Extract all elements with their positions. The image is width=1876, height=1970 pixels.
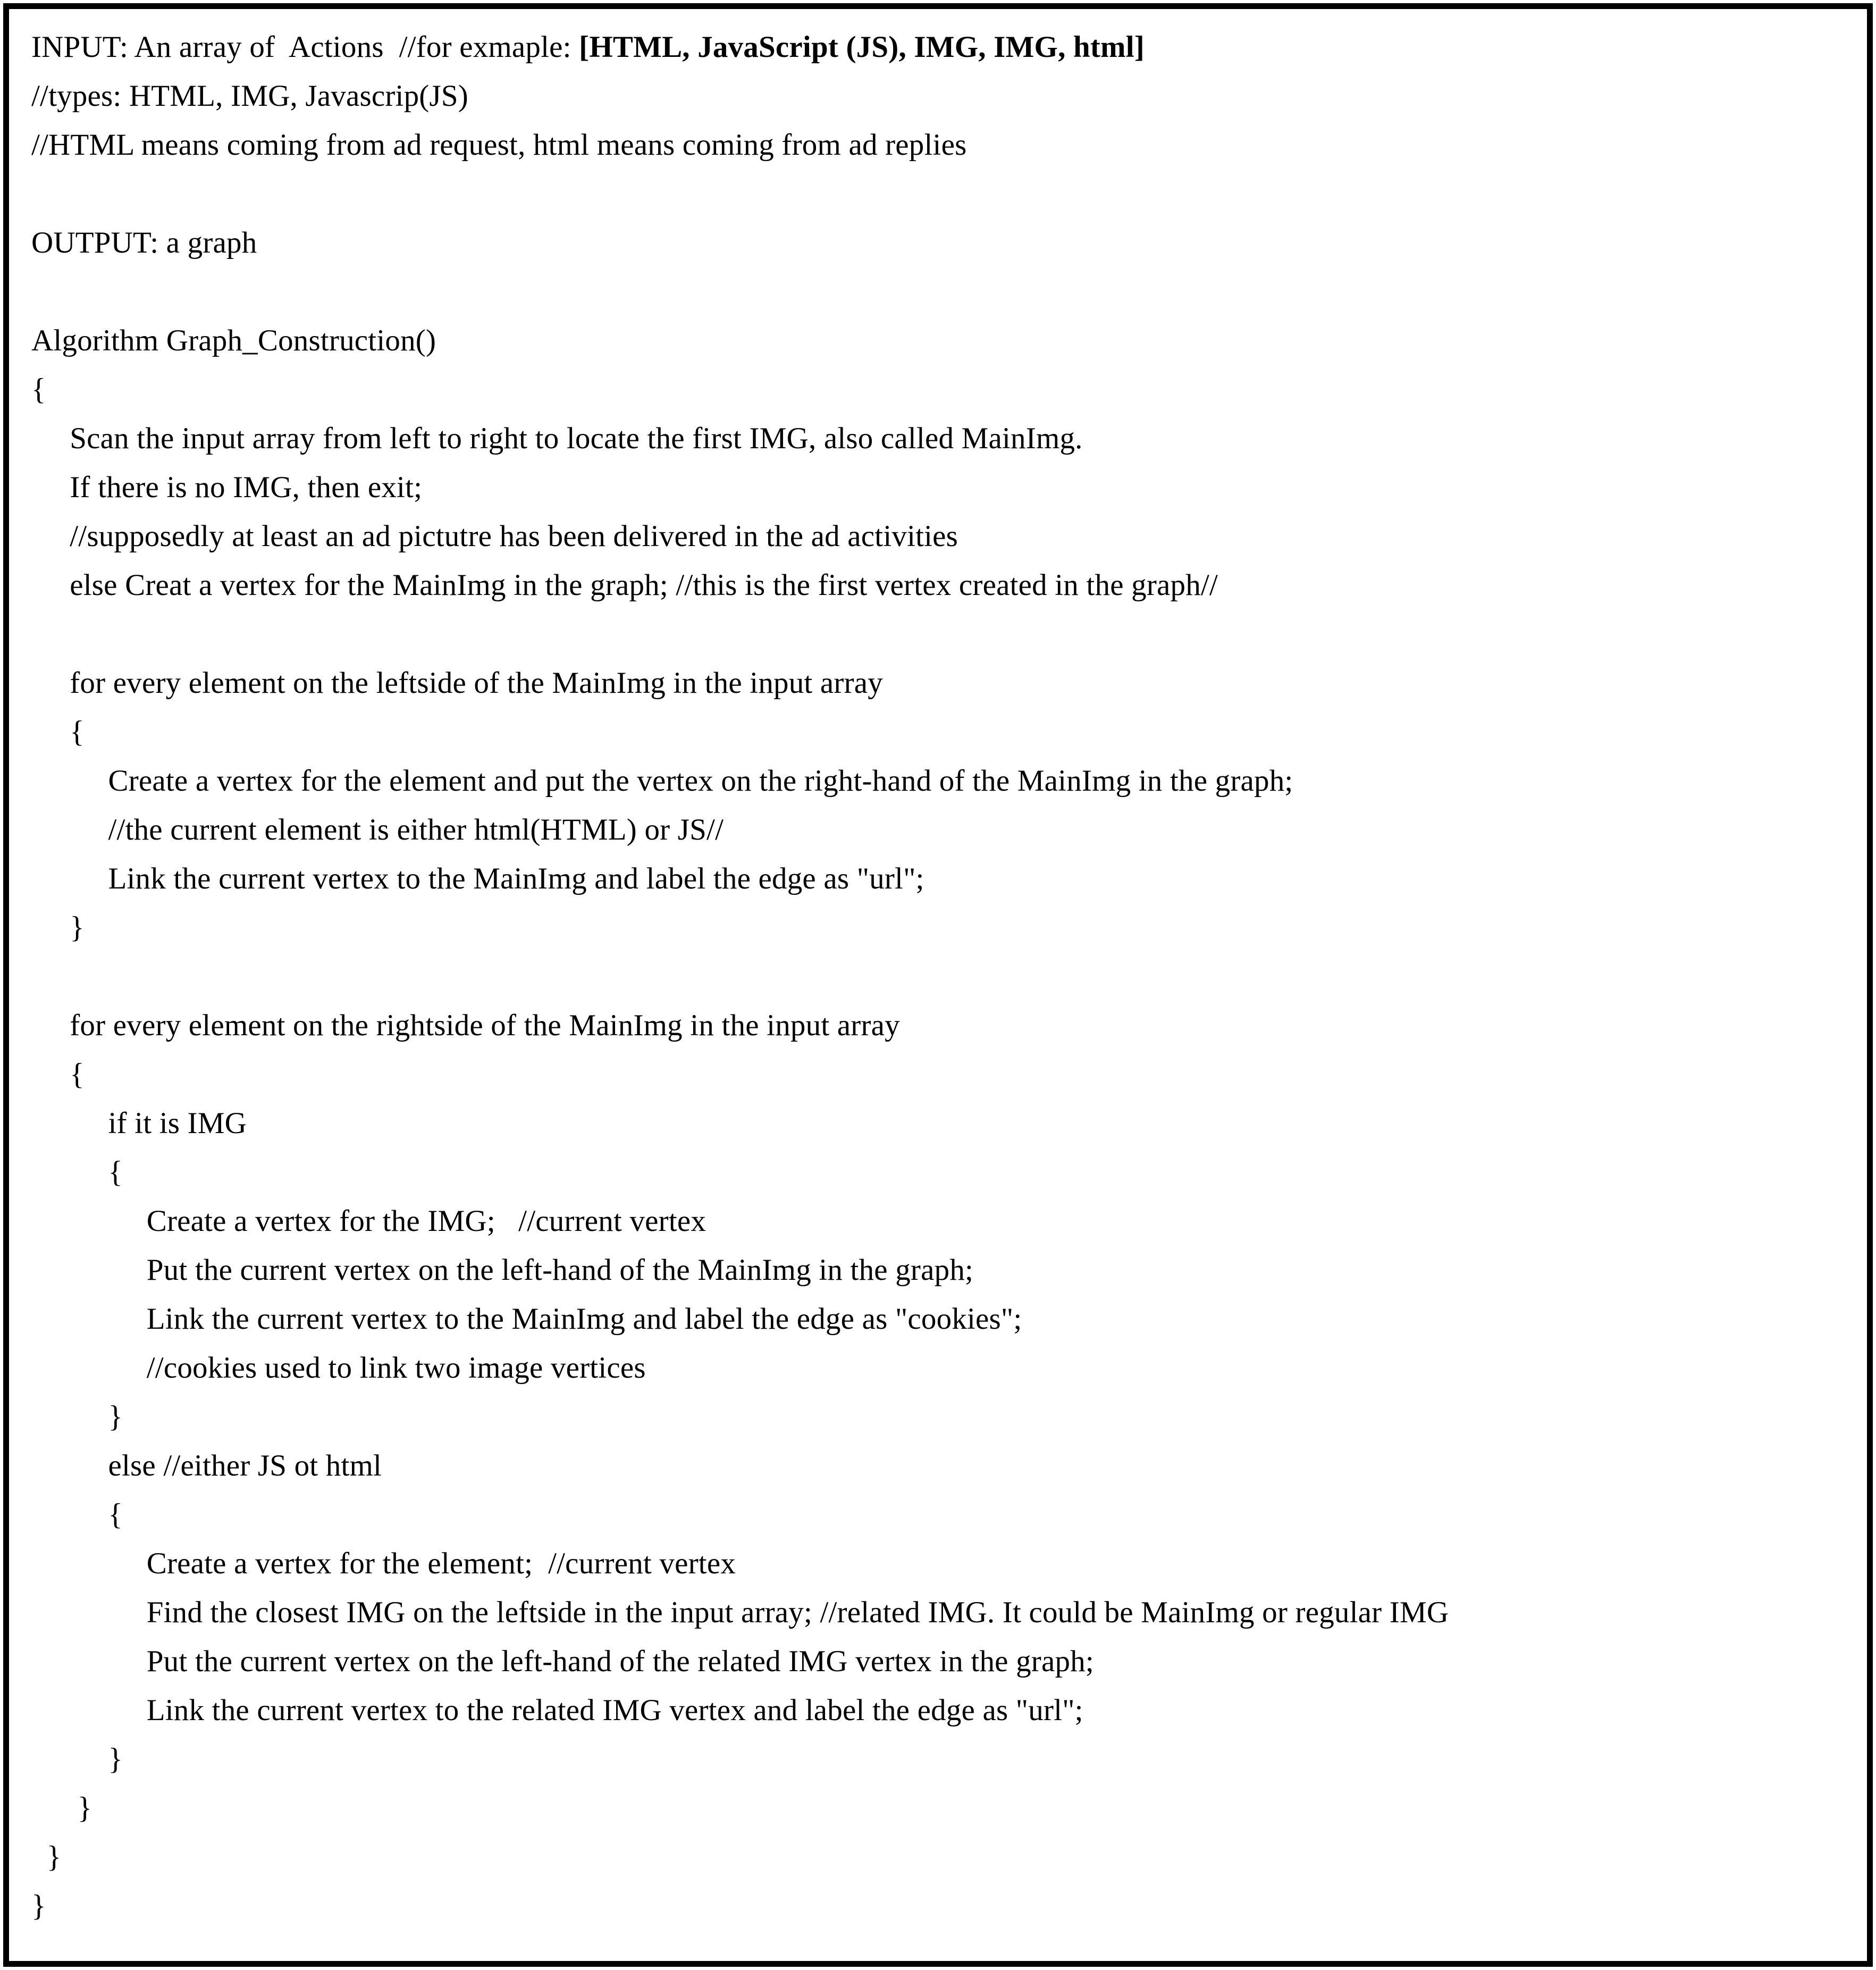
code-line: //supposedly at least an ad pictutre has been delivered in the ad activities <box>31 519 958 553</box>
code-line-output-spec: OUTPUT: a graph <box>31 226 257 259</box>
code-line: { <box>31 1155 123 1189</box>
code-line: for every element on the rightside of the MainImg in the input array <box>31 1009 900 1042</box>
code-line-input-spec <box>31 23 1847 72</box>
code-line-blank <box>31 170 1847 219</box>
code-line: Scan the input array from left to right to locate the first IMG, also called MainImg. <box>31 422 1083 455</box>
code-line: If there is no IMG, then exit; <box>31 471 423 504</box>
code-line: Find the closest IMG on the leftside in the input array; //related IMG. It could be MainImg or regular IMG <box>31 1596 1449 1629</box>
code-line: for every element on the leftside of the MainImg in the input array <box>31 666 883 700</box>
code-line: Link the current vertex to the MainImg and label the edge as "cookies"; <box>31 1302 1022 1336</box>
code-line: //the current element is either html(HTML) or JS// <box>31 813 724 846</box>
code-line: } <box>31 1889 46 1923</box>
code-line: } <box>31 1791 92 1825</box>
code-line: //cookies used to link two image vertices <box>31 1351 646 1385</box>
code-line: Create a vertex for the element and put the vertex on the right-hand of the MainImg in the graph; <box>31 764 1293 798</box>
code-line: Link the current vertex to the MainImg and label the edge as "url"; <box>31 862 924 895</box>
input-example-array-bold: [HTML, JavaScript (JS), IMG, IMG, html] <box>579 30 1145 64</box>
input-spec-text: INPUT: An array of Actions //for exmaple: <box>31 30 579 64</box>
code-line: //types: HTML, IMG, Javascrip(JS) <box>31 79 468 113</box>
code-line: //HTML means coming from ad request, html means coming from ad replies <box>31 128 967 162</box>
code-line: Put the current vertex on the left-hand of the related IMG vertex in the graph; <box>31 1645 1094 1678</box>
code-line: else //either JS ot html <box>31 1449 382 1482</box>
code-line: Put the current vertex on the left-hand of the MainImg in the graph; <box>31 1253 974 1287</box>
code-line: { <box>31 1058 85 1091</box>
code-line: { <box>31 373 46 406</box>
code-line-algorithm-title: Algorithm Graph_Construction() <box>31 324 436 357</box>
code-line: } <box>31 1400 123 1434</box>
code-line-blank <box>31 610 1847 659</box>
code-line: else Creat a vertex for the MainImg in the graph; //this is the first vertex created in the graph// <box>31 568 1218 602</box>
code-line: } <box>31 1742 123 1776</box>
code-line-blank <box>31 952 1847 1001</box>
algorithm-figure <box>3 3 1873 1967</box>
code-line: { <box>31 715 85 749</box>
code-line-blank <box>31 267 1847 316</box>
code-line: Create a vertex for the element; //current vertex <box>31 1547 736 1580</box>
code-line: } <box>31 911 85 944</box>
code-line: { <box>31 1498 123 1531</box>
code-line: Create a vertex for the IMG; //current vertex <box>31 1204 706 1238</box>
code-line: } <box>31 1840 62 1874</box>
code-line: if it is IMG <box>31 1106 247 1140</box>
code-line: Link the current vertex to the related IMG vertex and label the edge as "url"; <box>31 1694 1083 1727</box>
